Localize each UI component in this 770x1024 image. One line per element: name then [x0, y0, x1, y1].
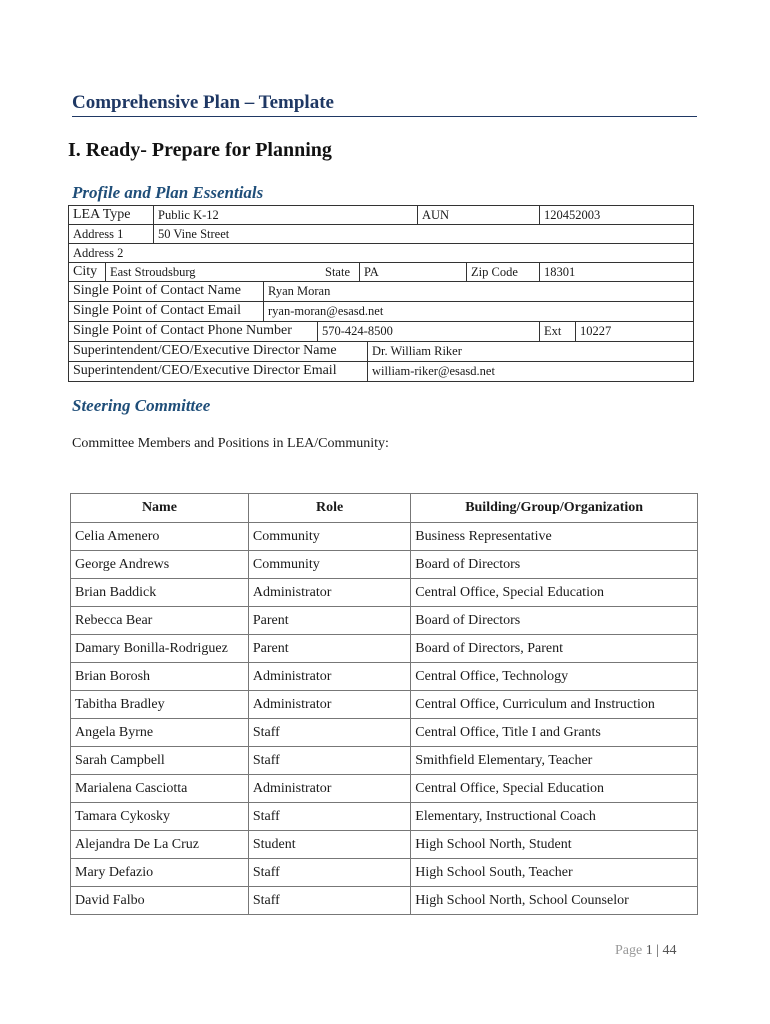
- profile-row-super-name: [69, 342, 693, 362]
- member-organization: Board of Directors: [411, 607, 698, 635]
- member-organization: High School North, Student: [411, 831, 698, 859]
- page-total: 44: [662, 943, 677, 958]
- member-name: Tabitha Bradley: [71, 691, 249, 719]
- member-role: Student: [248, 831, 410, 859]
- member-role: Staff: [248, 803, 410, 831]
- super-name-value: Dr. William Riker: [367, 342, 692, 361]
- committee-table: [70, 493, 698, 915]
- member-name: Sarah Campbell: [71, 747, 249, 775]
- address2-value: [153, 244, 687, 262]
- super-email-label: Superintendent/CEO/Executive Director Email: [73, 363, 337, 378]
- table-row: [71, 551, 698, 579]
- aun-value: 120452003: [539, 206, 694, 224]
- member-name: Brian Borosh: [71, 663, 249, 691]
- member-organization: Board of Directors, Parent: [411, 635, 698, 663]
- contact-name-label: Single Point of Contact Name: [73, 283, 241, 298]
- profile-heading: Profile and Plan Essentials: [72, 183, 264, 202]
- steering-heading: Steering Committee: [72, 396, 211, 415]
- member-organization: Business Representative: [411, 523, 698, 551]
- table-row: [71, 887, 698, 915]
- super-name-label: Superintendent/CEO/Executive Director Name: [73, 343, 337, 358]
- section-heading: I. Ready- Prepare for Planning: [68, 139, 332, 161]
- contact-phone-value: 570-424-8500: [317, 322, 542, 341]
- member-name: Marialena Casciotta: [71, 775, 249, 803]
- member-role: Administrator: [248, 775, 410, 803]
- member-organization: High School South, Teacher: [411, 859, 698, 887]
- table-row: [71, 607, 698, 635]
- table-row: [71, 635, 698, 663]
- profile-row-address1: [69, 225, 693, 244]
- aun-label: AUN: [417, 206, 542, 224]
- member-name: David Falbo: [71, 887, 249, 915]
- member-name: Mary Defazio: [71, 859, 249, 887]
- member-name: Angela Byrne: [71, 719, 249, 747]
- column-header-name: Name: [71, 494, 249, 523]
- member-organization: Central Office, Special Education: [411, 579, 698, 607]
- committee-header-row: [71, 494, 698, 523]
- lea-type-value: Public K-12: [153, 206, 420, 224]
- table-row: [71, 747, 698, 775]
- profile-row-contact-email: [69, 302, 693, 322]
- contact-email-label: Single Point of Contact Email: [73, 303, 241, 318]
- zip-value: 18301: [539, 263, 694, 281]
- member-organization: Central Office, Special Education: [411, 775, 698, 803]
- member-role: Parent: [248, 635, 410, 663]
- member-name: Alejandra De La Cruz: [71, 831, 249, 859]
- state-value: PA: [359, 263, 468, 281]
- table-row: [71, 775, 698, 803]
- contact-email-value: ryan-moran@esasd.net: [263, 302, 688, 321]
- member-name: Brian Baddick: [71, 579, 249, 607]
- profile-row-lea-type: [69, 206, 693, 225]
- member-role: Administrator: [248, 663, 410, 691]
- lea-type-label: LEA Type: [73, 207, 131, 222]
- member-name: Tamara Cykosky: [71, 803, 249, 831]
- profile-row-address2: [69, 244, 693, 263]
- member-organization: Central Office, Title I and Grants: [411, 719, 698, 747]
- member-name: Celia Amenero: [71, 523, 249, 551]
- member-role: Staff: [248, 887, 410, 915]
- profile-table: [68, 205, 694, 382]
- table-row: [71, 803, 698, 831]
- table-row: [71, 859, 698, 887]
- member-role: Community: [248, 551, 410, 579]
- member-name: George Andrews: [71, 551, 249, 579]
- member-organization: Central Office, Curriculum and Instruction: [411, 691, 698, 719]
- ext-label: Ext: [539, 322, 576, 341]
- member-organization: Board of Directors: [411, 551, 698, 579]
- city-label: City: [73, 264, 98, 279]
- table-row: [71, 579, 698, 607]
- column-header-organization: Building/Group/Organization: [411, 494, 698, 523]
- member-role: Staff: [248, 747, 410, 775]
- profile-row-contact-name: [69, 282, 693, 302]
- page-separator: |: [656, 943, 660, 958]
- member-role: Community: [248, 523, 410, 551]
- member-organization: Elementary, Instructional Coach: [411, 803, 698, 831]
- super-email-value: william-riker@esasd.net: [367, 362, 512, 381]
- page-number: 1: [645, 943, 653, 958]
- table-row: [71, 691, 698, 719]
- profile-row-city: [69, 263, 693, 282]
- table-row: [71, 831, 698, 859]
- member-role: Administrator: [248, 579, 410, 607]
- member-organization: Smithfield Elementary, Teacher: [411, 747, 698, 775]
- city-value: East Stroudsburg: [105, 263, 320, 281]
- table-row: [71, 523, 698, 551]
- address1-label: Address 1: [73, 227, 124, 241]
- member-role: Staff: [248, 719, 410, 747]
- state-label: State: [325, 265, 350, 279]
- column-header-role: Role: [248, 494, 410, 523]
- member-name: Damary Bonilla-Rodriguez: [71, 635, 249, 663]
- member-role: Parent: [248, 607, 410, 635]
- profile-row-super-email: [69, 362, 693, 381]
- contact-name-value: Ryan Moran: [263, 282, 688, 301]
- document-title: Comprehensive Plan – Template: [72, 92, 697, 117]
- contact-phone-label: Single Point of Contact Phone Number: [73, 323, 292, 338]
- page-footer: [615, 943, 677, 959]
- zip-label: Zip Code: [466, 263, 541, 281]
- ext-value: 10227: [575, 322, 692, 341]
- address2-label: Address 2: [73, 246, 124, 260]
- member-organization: Central Office, Technology: [411, 663, 698, 691]
- profile-row-contact-phone: [69, 322, 693, 342]
- member-organization: High School North, School Counselor: [411, 887, 698, 915]
- member-name: Rebecca Bear: [71, 607, 249, 635]
- address1-value: 50 Vine Street: [153, 225, 688, 243]
- table-row: [71, 719, 698, 747]
- table-row: [71, 663, 698, 691]
- member-role: Staff: [248, 859, 410, 887]
- page-label: Page: [615, 943, 643, 958]
- committee-intro: Committee Members and Positions in LEA/Community:: [72, 436, 389, 451]
- member-role: Administrator: [248, 691, 410, 719]
